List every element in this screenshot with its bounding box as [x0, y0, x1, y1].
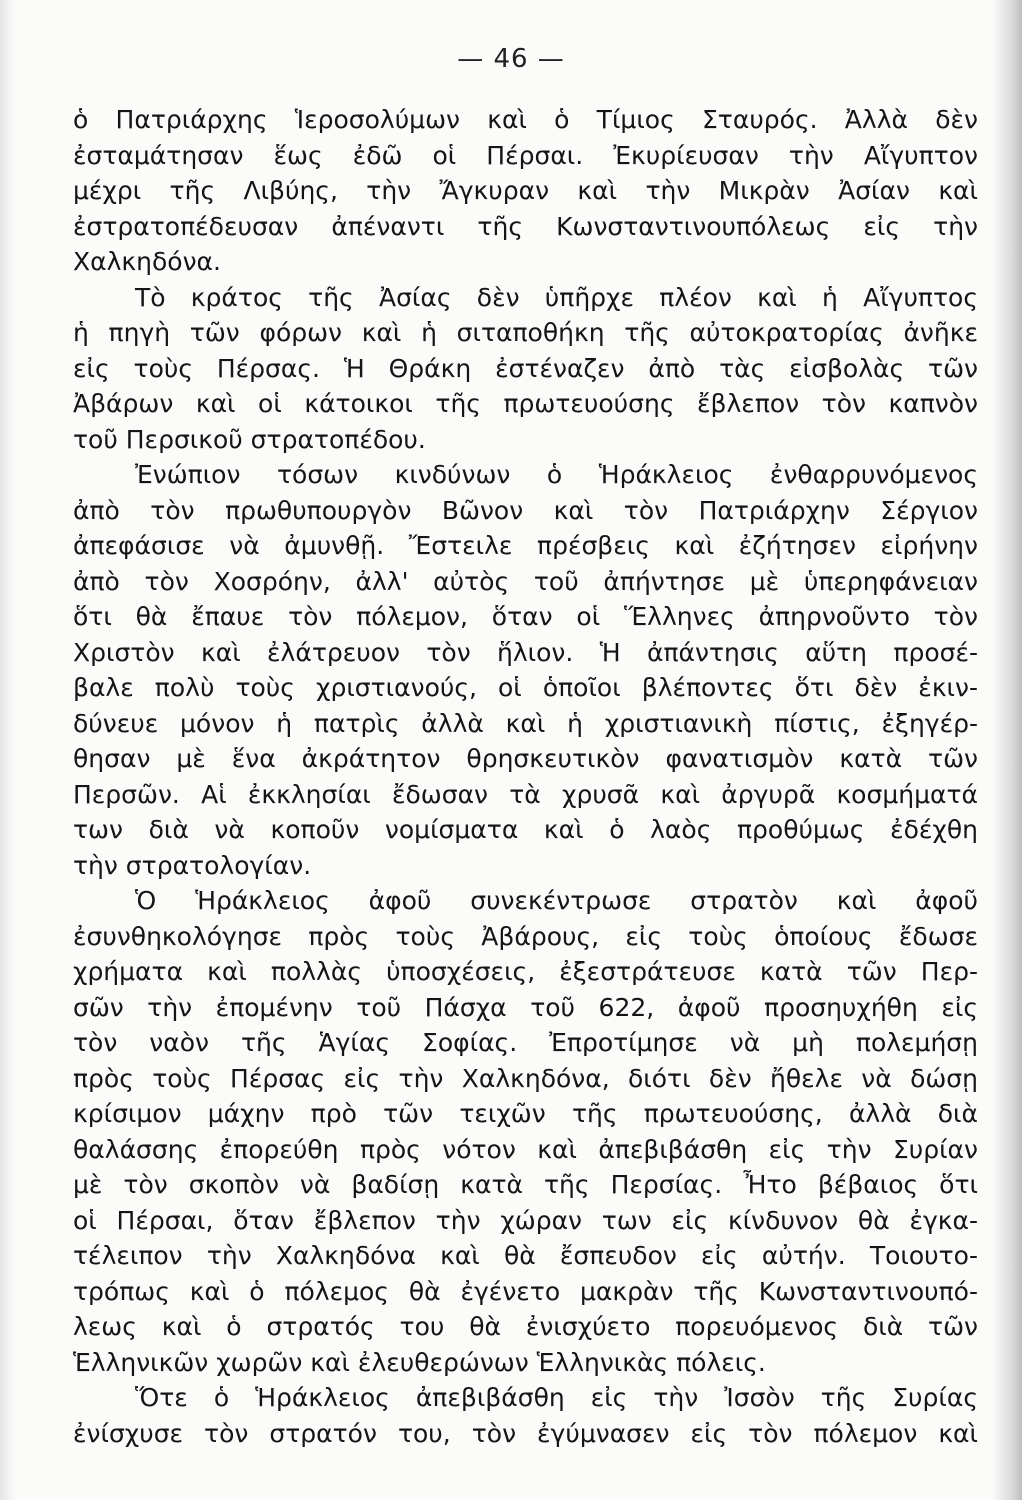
paragraph [73, 883, 978, 1380]
text-line: τὸν ναὸν τῆς Ἁγίας Σοφίας. Ἐπροτίμησε νὰ μὴ πολεμήσῃ [73, 1028, 978, 1057]
text-line: Ἑλληνικῶν χωρῶν καὶ ἐλευθερώνων Ἑλληνικὰς πόλεις. [73, 1347, 766, 1377]
text-line: ἡ πηγὴ τῶν φόρων καὶ ἡ σιταποθήκη τῆς αὐτοκρατορίας ἀνῆκε [73, 318, 978, 347]
paragraph [73, 102, 978, 280]
text-line: Ἐνώπιον τόσων κινδύνων ὁ Ἡράκλειος ἐνθαρρυνόμενος [135, 460, 978, 489]
text-line: μὲ τὸν σκοπὸν νὰ βαδίσῃ κατὰ τῆς Περσίας. Ἦτο βέβαιος ὅτι [73, 1170, 978, 1199]
text-line: λεως καὶ ὁ στρατός του θὰ ἐνισχύετο πορευόμενος διὰ τῶν [73, 1312, 978, 1341]
paragraph [73, 1380, 978, 1451]
text-line: Χαλκηδόνα. [73, 247, 221, 276]
text-line: δύνευε μόνον ἡ πατρὶς ἀλλὰ καὶ ἡ χριστιανικὴ πίστις, ἐξηγέρ- [73, 708, 978, 738]
text-line: ἀπὸ τὸν πρωθυπουργὸν Βῶνον καὶ τὸν Πατριάρχην Σέργιον [73, 495, 978, 525]
text-line: Τὸ κράτος τῆς Ἀσίας δὲν ὑπῆρχε πλέον καὶ ἡ Αἴγυπτος [135, 282, 978, 312]
text-line: ὅτι θὰ ἔπαυε τὸν πόλεμον, ὅταν οἱ Ἕλληνες ἀπηρνοῦντο τὸν [73, 602, 978, 631]
text-line: Χριστὸν καὶ ἐλάτρευον τὸν ἥλιον. Ἡ ἀπάντησις αὕτη προσέ- [73, 637, 978, 667]
text-line: χρήματα καὶ πολλὰς ὑποσχέσεις, ἐξεστράτευσε κατὰ τῶν Περ- [73, 957, 978, 986]
text-line: ἐστρατοπέδευσαν ἀπέναντι τῆς Κωνσταντινουπόλεως εἰς τὴν [73, 211, 978, 241]
text-line: πρὸς τοὺς Πέρσας εἰς τὴν Χαλκηδόνα, διότι δὲν ἤθελε νὰ δώσῃ [73, 1063, 978, 1093]
text-line: τρόπως καὶ ὁ πόλεμος θὰ ἐγένετο μακρὰν τῆς Κωνσταντινουπό- [73, 1276, 978, 1306]
text-line: Ὁ Ἡράκλειος ἀφοῦ συνεκέντρωσε στρατὸν καὶ ἀφοῦ [135, 886, 978, 915]
text-line: των διὰ νὰ κοποῦν νομίσματα καὶ ὁ λαὸς προθύμως ἐδέχθη [73, 815, 978, 844]
text-line: τὴν στρατολογίαν. [73, 850, 312, 880]
text-line: βαλε πολὺ τοὺς χριστιανούς, οἱ ὁποῖοι βλέποντες ὅτι δὲν ἐκιν- [73, 673, 978, 702]
text-line: ἐσυνθηκολόγησε πρὸς τοὺς Ἀβάρους, εἰς τοὺς ὁποίους ἔδωσε [73, 921, 978, 951]
paragraph [73, 280, 978, 458]
text-line: ἀπὸ τὸν Χοσρόην, ἀλλ' αὐτὸς τοῦ ἀπήντησε μὲ ὑπερηφάνειαν [73, 566, 978, 596]
text-line: θησαν μὲ ἕνα ἀκράτητον θρησκευτικὸν φανατισμὸν κατὰ τῶν [73, 744, 978, 773]
text-line: τοῦ Περσικοῦ στρατοπέδου. [73, 424, 426, 454]
text-line: Ἀβάρων καὶ οἱ κάτοικοι τῆς πρωτευούσης ἔβλεπον τὸν καπνὸν [73, 389, 978, 418]
text-line: εἰς τοὺς Πέρσας. Ἡ Θράκη ἐστέναζεν ἀπὸ τὰς εἰσβολὰς τῶν [73, 353, 978, 383]
text-line: ἐσταμάτησαν ἕως ἐδῶ οἱ Πέρσαι. Ἐκυρίευσαν τὴν Αἴγυπτον [73, 140, 978, 170]
text-line: Ὅτε ὁ Ἡράκλειος ἀπεβιβάσθη εἰς τὴν Ἰσσὸν τῆς Συρίας [135, 1383, 978, 1412]
text-line: τέλειπον τὴν Χαλκηδόνα καὶ θὰ ἔσπευδον εἰς αὐτήν. Τοιουτο- [73, 1241, 978, 1270]
text-line: μέχρι τῆς Λιβύης, τὴν Ἄγκυραν καὶ τὴν Μικρὰν Ἀσίαν καὶ [73, 176, 978, 205]
text-line: οἱ Πέρσαι, ὅταν ἔβλεπον τὴν χώραν των εἰς κίνδυνον θὰ ἐγκα- [73, 1205, 978, 1235]
page-number: — 46 — [457, 44, 565, 74]
text-line: ὁ Πατριάρχης Ἱεροσολύμων καὶ ὁ Τίμιος Σταυρός. Ἀλλὰ δὲν [73, 105, 978, 134]
paragraph [73, 457, 978, 883]
body-text [73, 102, 978, 1451]
text-line: ἐνίσχυσε τὸν στρατόν του, τὸν ἐγύμνασεν εἰς τὸν πόλεμον καὶ [73, 1418, 978, 1448]
text-line: σῶν τὴν ἐπομένην τοῦ Πάσχα τοῦ 622, ἀφοῦ προσηυχήθη εἰς [73, 992, 978, 1022]
text-line: θαλάσσης ἐπορεύθη πρὸς νότον καὶ ἀπεβιβάσθη εἰς τὴν Συρίαν [73, 1134, 978, 1164]
text-line: ἀπεφάσισε νὰ ἀμυνθῇ. Ἔστειλε πρέσβεις καὶ ἐζήτησεν εἰρήνην [73, 531, 978, 560]
text-line: Περσῶν. Αἱ ἐκκλησίαι ἔδωσαν τὰ χρυσᾶ καὶ ἀργυρᾶ κοσμήματά [73, 779, 978, 809]
text-line: κρίσιμον μάχην πρὸ τῶν τειχῶν τῆς πρωτευούσης, ἀλλὰ διὰ [73, 1099, 978, 1128]
